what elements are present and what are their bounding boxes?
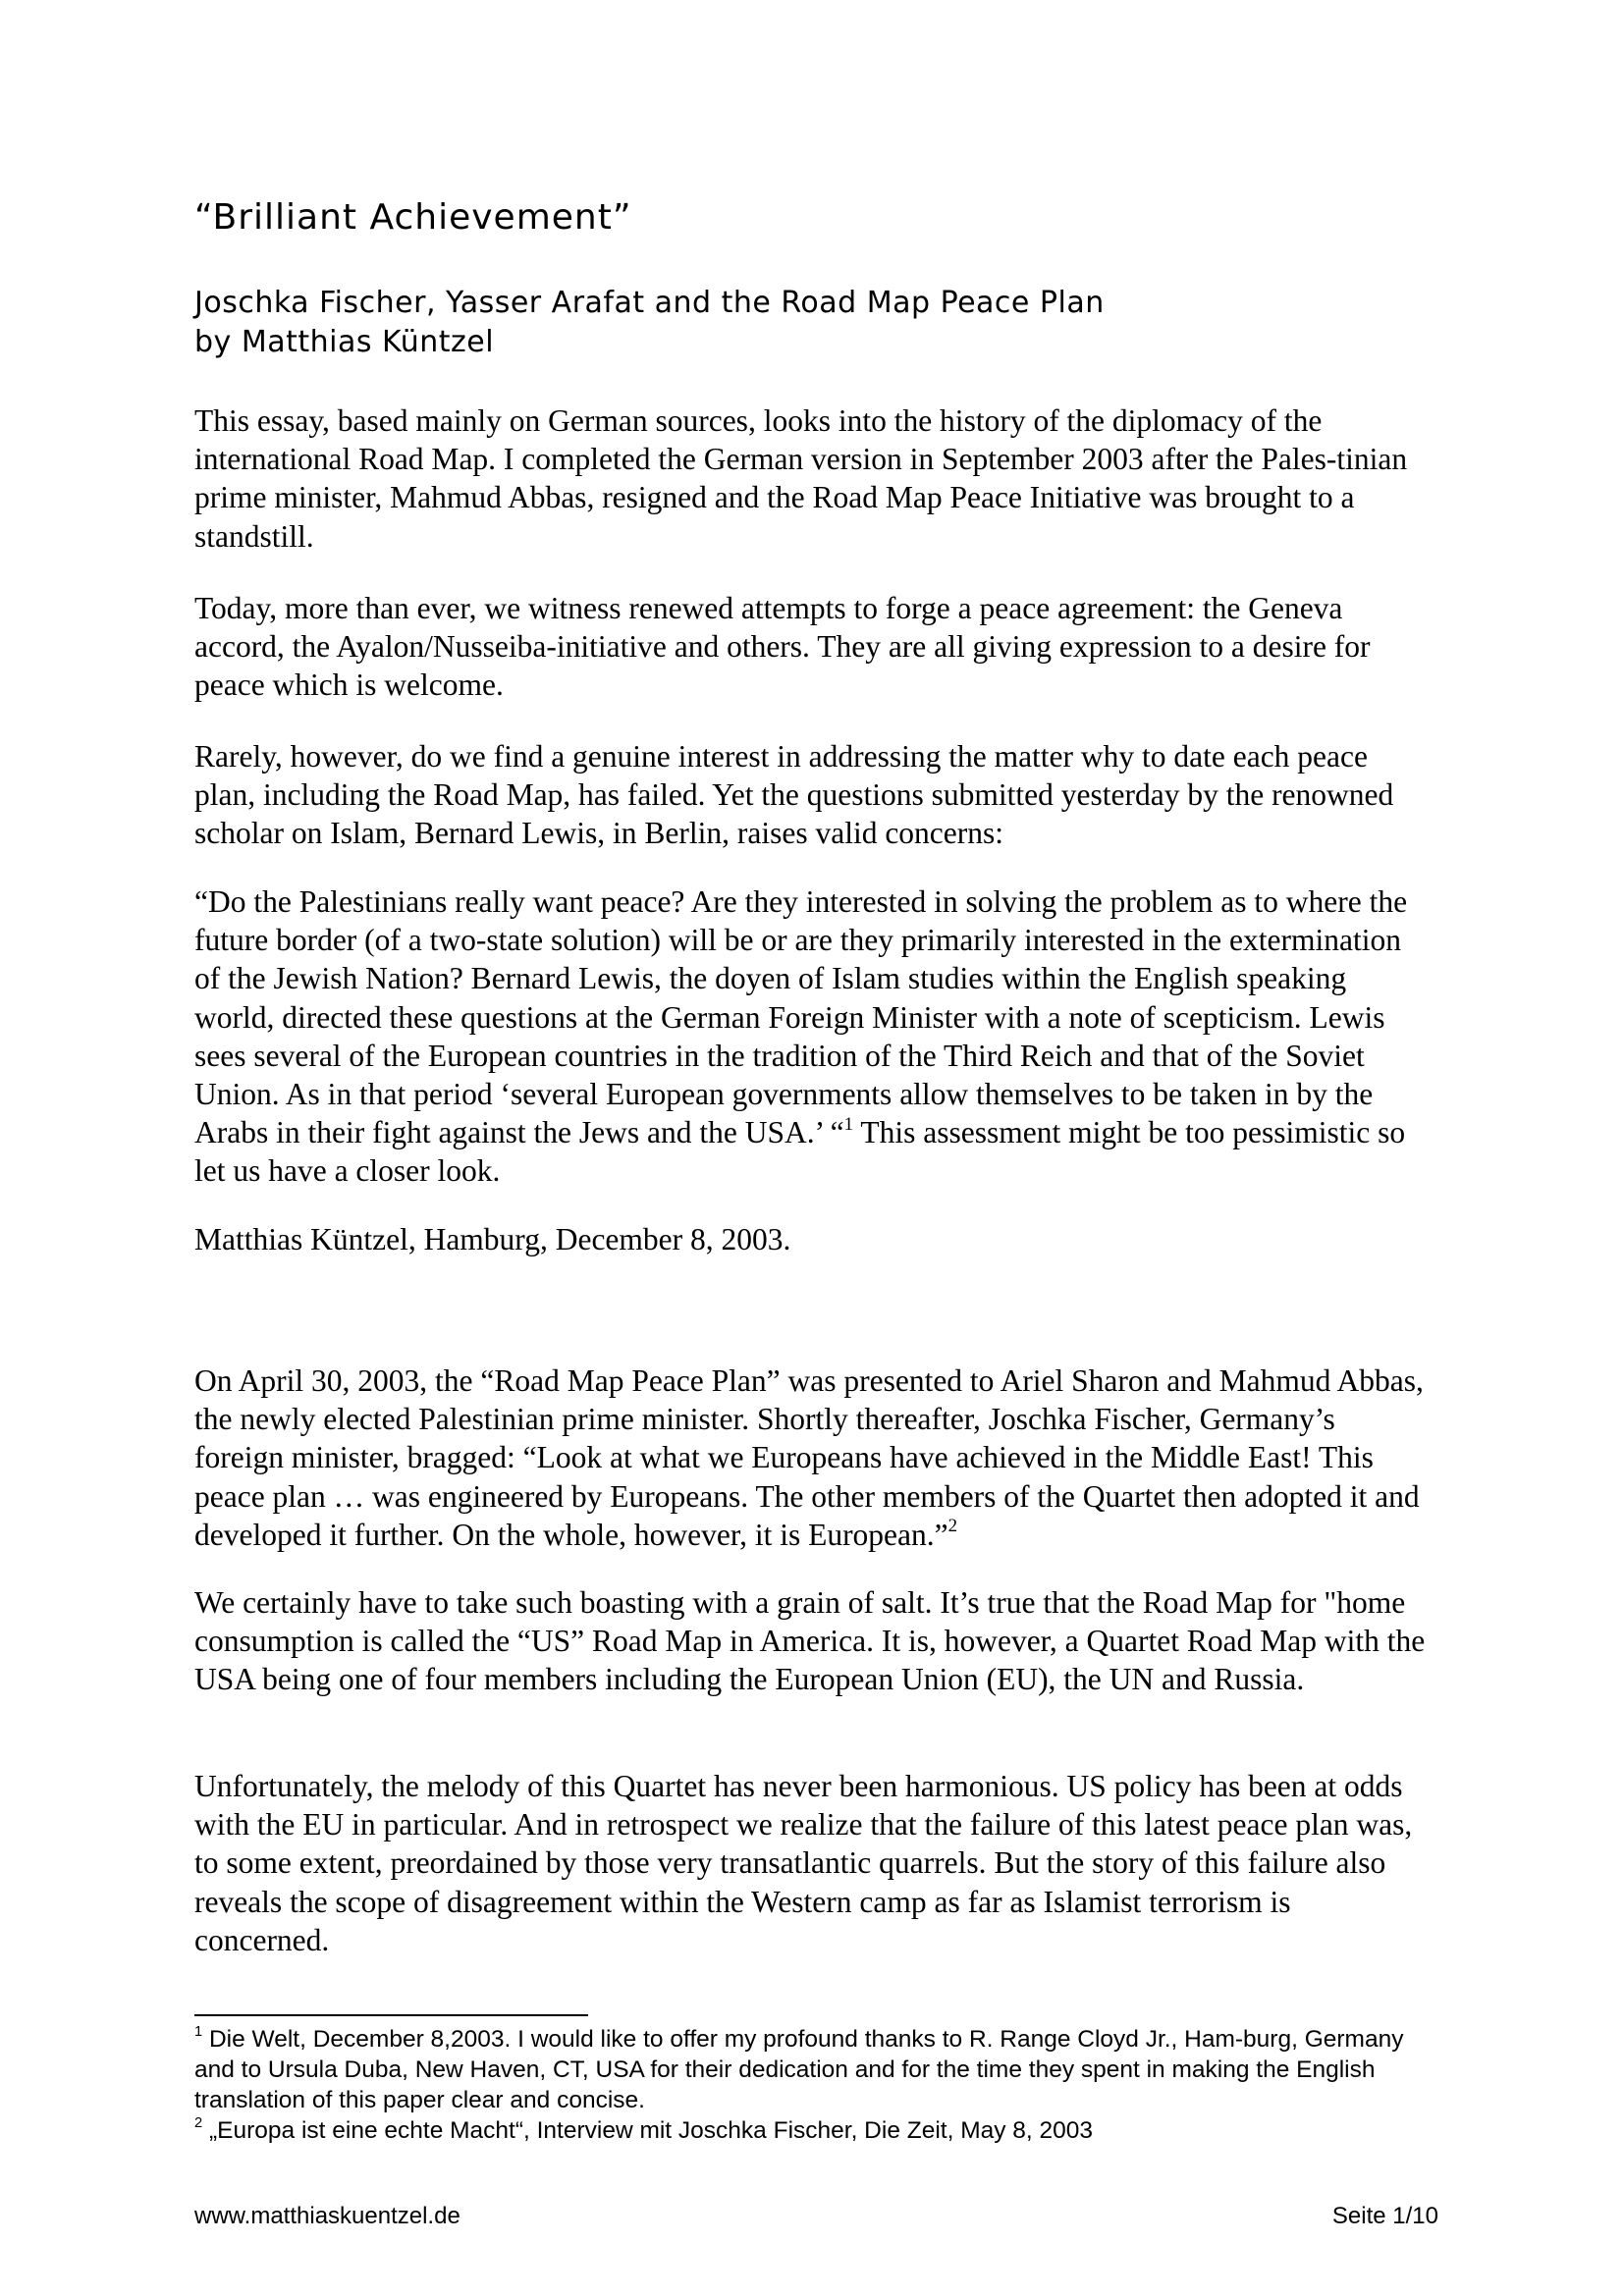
footnote-number: 2 (194, 2115, 203, 2132)
footnote (194, 2024, 1432, 2115)
footer-website: www.matthiaskuentzel.de (194, 2203, 460, 2229)
quote-tail: This assessment might be too pessimistic so let us have a closer look. (194, 1115, 1406, 1189)
footnote (194, 2115, 1432, 2146)
subtitle-line: Joschka Fischer, Yasser Arafat and the Road Map Peace Plan (194, 286, 1105, 320)
author-line: by Matthias Küntzel (194, 325, 495, 359)
intro-paragraph: This essay, based mainly on German sources, looks into the history of the diplomacy of the international Road Map. I completed the German version in September 2003 after the Pales-tinian prime minister, Mahmud Abbas, resigned and the Road Map Peace Initiative was brought to a standstill. (194, 403, 1408, 554)
footnote-ref: 1 (843, 1113, 854, 1135)
paragraph-text: On April 30, 2003, the “Road Map Peace Plan” was presented to Ariel Sharon and Mahmud Abbas, the newly elected Palestinian prime minister. Shortly thereafter, Joschka Fischer, Germany’s foreign minister, bragged: “Look at what we Europeans have achieved in the Middle East! This peace plan … was engineered by Europeans. The other members of the Quartet then adopted it and developed it further. On the whole, however, it is European.” (194, 1363, 1424, 1552)
quote-text: “Do the Palestinians really want peace? Are they interested in solving the problem as to where the future border (of a two-state solution) will be or are they primarily interested in the extermination of the Jewish Nation? Bernard Lewis, the doyen of Islam studies within the English speaking world, directed these questions at the German Foreign Minister with a note of scepticism. Lewis sees several of the European countries in the tradition of the Third Reich and that of the Soviet Union. As in that period ‘several European governments allow themselves to be taken in by the Arabs in their fight against the Jews and the USA.’ “ (194, 884, 1408, 1150)
footnote-ref: 2 (947, 1516, 958, 1537)
footnote-text: Die Welt, December 8,2003. I would like to offer my profound thanks to R. Range Cloyd Jr., Ham-burg, Germany and to Ursula Duba, New Haven, CT, USA for their dedication and for the time they spent in making the English translation of this paper clear and concise. (194, 2026, 1404, 2113)
footer-page-number: Seite 1/10 (1331, 2203, 1438, 2229)
main-paragraph (194, 1362, 1432, 1554)
lewis-quote-paragraph (194, 882, 1432, 1191)
document-subtitle (194, 284, 1432, 362)
document-title: “Brilliant Achievement” (194, 197, 632, 238)
main-paragraph: Unfortunately, the melody of this Quartet has never been harmonious. US policy has been at odds with the EU in particular. And in retrospect we realize that the failure of this latest peace plan was, to some extent, preordained by those very transatlantic quarrels. But the story of this failure also reveals the scope of disagreement within the Western camp as far as Islamist terrorism is concerned. (194, 1769, 1413, 1957)
footnote-text: „Europa ist eine echte Macht“, Interview mit Joschka Fischer, Die Zeit, May 8, 2003 (202, 2117, 1094, 2144)
intro-paragraph: Rarely, however, do we find a genuine interest in addressing the matter why to date each peace plan, including the Road Map, has failed. Yet the questions submitted yesterday by the renowned scholar on Islam, Bernard Lewis, in Berlin, raises valid concerns: (194, 739, 1394, 851)
intro-paragraph: Today, more than ever, we witness renewed attempts to forge a peace agreement: the Geneva accord, the Ayalon/Nusseiba-initiative and others. They are all giving expression to a desire for peace which is welcome. (194, 591, 1371, 703)
intro-signature: Matthias Küntzel, Hamburg, December 8, 2003. (194, 1222, 791, 1256)
footnote-separator (194, 2014, 588, 2016)
footnote-number: 1 (194, 2024, 203, 2041)
main-paragraph: We certainly have to take such boasting with a grain of salt. It’s true that the Road Map for "home consumption is called the “US” Road Map in America. It is, however, a Quartet Road Map with the USA being one of four members including the European Union (EU), the UN and Russia. (194, 1585, 1426, 1697)
